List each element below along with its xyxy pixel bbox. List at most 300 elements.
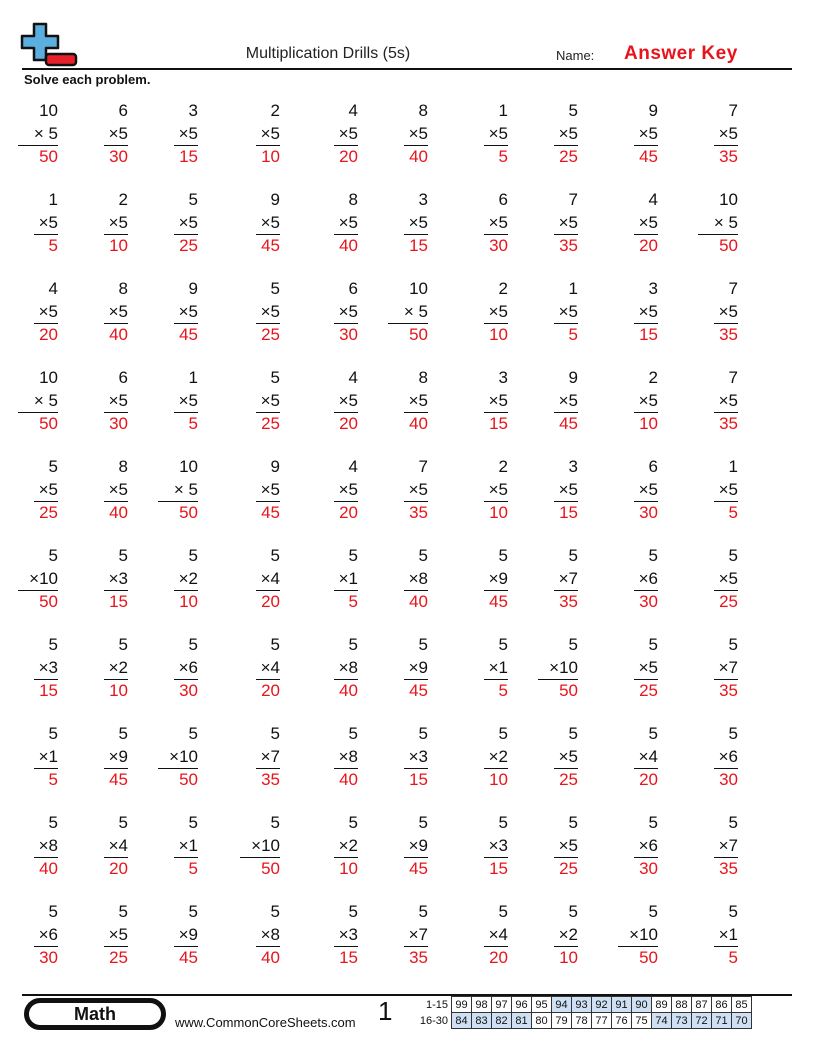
multiplier: ×5: [108, 391, 128, 410]
page-number: 1: [378, 996, 393, 1026]
multiplicand: 5: [48, 813, 58, 832]
problem: [202, 901, 280, 983]
multiplier: ×5: [38, 480, 58, 499]
multiplier: ×5: [38, 213, 58, 232]
multiplicand: 6: [118, 368, 128, 387]
problem: [350, 456, 428, 538]
site-url: www.CommonCoreSheets.com: [175, 1015, 356, 1030]
multiplier: ×5: [638, 658, 658, 677]
problem: [202, 278, 280, 360]
answer: 20: [639, 770, 658, 789]
problem: [660, 812, 738, 894]
multiplier: ×1: [38, 747, 58, 766]
answer: 5: [48, 770, 58, 789]
answer: 25: [639, 681, 658, 700]
problem: [660, 100, 738, 182]
answer: 15: [179, 147, 198, 166]
multiplicand: 3: [498, 368, 508, 387]
multiplier: ×5: [488, 302, 508, 321]
answer: 15: [489, 414, 508, 433]
multiplicand: 5: [568, 635, 578, 654]
multiplier: ×5: [108, 213, 128, 232]
score-cell: 95: [532, 997, 552, 1013]
answer: 30: [639, 503, 658, 522]
problem: [660, 189, 738, 271]
answer: 25: [559, 147, 578, 166]
problem: [430, 723, 508, 805]
multiplier: ×4: [260, 569, 280, 588]
answer-line: [404, 501, 428, 502]
multiplicand: 2: [118, 190, 128, 209]
answer: 45: [639, 147, 658, 166]
multiplicand: 6: [498, 190, 508, 209]
answer-line: [634, 679, 658, 680]
multiplier: ×5: [108, 925, 128, 944]
multiplicand: 4: [348, 457, 358, 476]
multiplier: ×5: [718, 124, 738, 143]
multiplier: ×1: [488, 658, 508, 677]
multiplier: ×7: [718, 836, 738, 855]
answer: 20: [261, 681, 280, 700]
answer: 35: [719, 859, 738, 878]
multiplicand: 4: [648, 190, 658, 209]
score-cell: 79: [552, 1013, 572, 1029]
problem: [50, 812, 128, 894]
answer-line: [634, 412, 658, 413]
problem: [430, 100, 508, 182]
multiplier: ×5: [178, 391, 198, 410]
answer: 50: [39, 592, 58, 611]
multiplier: ×4: [108, 836, 128, 855]
multiplicand: 5: [188, 813, 198, 832]
multiplicand: 4: [348, 101, 358, 120]
multiplicand: 5: [418, 546, 428, 565]
score-cell: 87: [692, 997, 712, 1013]
multiplicand: 5: [418, 724, 428, 743]
problem: [50, 634, 128, 716]
multiplicand: 5: [48, 635, 58, 654]
answer-line: [404, 679, 428, 680]
problem: [350, 367, 428, 449]
multiplier: ×5: [178, 302, 198, 321]
multiplicand: 5: [648, 813, 658, 832]
answer: 5: [728, 503, 738, 522]
answer: 50: [261, 859, 280, 878]
multiplicand: 5: [118, 902, 128, 921]
score-cell: 80: [532, 1013, 552, 1029]
multiplier: ×5: [260, 480, 280, 499]
problem: [580, 634, 658, 716]
multiplier: ×9: [408, 836, 428, 855]
answer: 10: [109, 236, 128, 255]
problem: [430, 545, 508, 627]
answer: 20: [339, 414, 358, 433]
answer-line: [714, 323, 738, 324]
answer: 45: [409, 859, 428, 878]
score-cell: 84: [452, 1013, 472, 1029]
problem: [202, 545, 280, 627]
answer: 10: [179, 592, 198, 611]
multiplier: × 5: [33, 124, 58, 143]
answer-line: [714, 145, 738, 146]
multiplier: ×5: [558, 124, 578, 143]
multiplier: ×10: [29, 569, 58, 588]
multiplicand: 7: [418, 457, 428, 476]
score-cell: 82: [492, 1013, 512, 1029]
answer: 50: [179, 770, 198, 789]
problem: [280, 456, 358, 538]
multiplier: × 5: [403, 302, 428, 321]
problem: [50, 189, 128, 271]
problem: [500, 545, 578, 627]
problem: [202, 100, 280, 182]
multiplicand: 6: [348, 279, 358, 298]
answer: 35: [719, 147, 738, 166]
multiplier: ×5: [408, 124, 428, 143]
problem: [660, 545, 738, 627]
problem: [202, 634, 280, 716]
problem: [580, 901, 658, 983]
answer-line: [404, 412, 428, 413]
answer: 25: [719, 592, 738, 611]
multiplier: ×5: [558, 302, 578, 321]
answer: 10: [639, 414, 658, 433]
answer-line: [174, 412, 198, 413]
multiplicand: 5: [568, 902, 578, 921]
multiplier: ×5: [38, 302, 58, 321]
problem: [202, 723, 280, 805]
score-row: [414, 997, 752, 1013]
answer-line: [158, 501, 198, 502]
answer: 30: [339, 325, 358, 344]
multiplicand: 8: [418, 101, 428, 120]
answer: 25: [261, 325, 280, 344]
answer: 40: [109, 325, 128, 344]
multiplier: ×5: [558, 391, 578, 410]
problem: [280, 545, 358, 627]
multiplicand: 5: [48, 724, 58, 743]
problem: [500, 901, 578, 983]
score-cell: 88: [672, 997, 692, 1013]
answer: 35: [719, 414, 738, 433]
problem: [350, 901, 428, 983]
problem: [580, 189, 658, 271]
answer: 35: [559, 592, 578, 611]
problem: [580, 545, 658, 627]
problem: [580, 456, 658, 538]
multiplier: ×5: [558, 836, 578, 855]
multiplicand: 3: [648, 279, 658, 298]
score-cell: 92: [592, 997, 612, 1013]
answer-line: [404, 768, 428, 769]
multiplier: ×5: [638, 391, 658, 410]
multiplier: ×6: [718, 747, 738, 766]
score-cell: 86: [712, 997, 732, 1013]
problem: [660, 456, 738, 538]
problem: [500, 100, 578, 182]
multiplier: ×6: [38, 925, 58, 944]
answer-line: [714, 768, 738, 769]
subject-label: Math: [29, 1003, 161, 1025]
multiplicand: 3: [568, 457, 578, 476]
score-cell: 91: [612, 997, 632, 1013]
answer: 30: [179, 681, 198, 700]
multiplicand: 5: [568, 101, 578, 120]
multiplicand: 1: [568, 279, 578, 298]
answer: 20: [639, 236, 658, 255]
problem: [280, 367, 358, 449]
multiplier: ×5: [558, 747, 578, 766]
multiplicand: 5: [728, 546, 738, 565]
multiplier: ×5: [718, 480, 738, 499]
multiplier: ×2: [488, 747, 508, 766]
problem: [50, 100, 128, 182]
problem: [120, 100, 198, 182]
answer: 40: [339, 681, 358, 700]
multiplicand: 5: [568, 724, 578, 743]
problem: [280, 278, 358, 360]
multiplicand: 5: [728, 813, 738, 832]
answer: 25: [39, 503, 58, 522]
answer: 15: [559, 503, 578, 522]
multiplicand: 10: [719, 190, 738, 209]
problem: [50, 723, 128, 805]
problem: [660, 901, 738, 983]
problem: [50, 901, 128, 983]
multiplier: ×3: [488, 836, 508, 855]
problem: [430, 189, 508, 271]
answer: 30: [639, 859, 658, 878]
multiplicand: 2: [498, 279, 508, 298]
multiplicand: 9: [648, 101, 658, 120]
answer: 20: [339, 147, 358, 166]
problem: [50, 545, 128, 627]
answer: 20: [39, 325, 58, 344]
problem: [120, 723, 198, 805]
multiplier: ×8: [338, 658, 358, 677]
score-cell: 76: [612, 1013, 632, 1029]
answer: 40: [339, 770, 358, 789]
name-label: Name:: [556, 48, 595, 63]
problem: [350, 189, 428, 271]
multiplicand: 7: [728, 279, 738, 298]
page-title: Multiplication Drills (5s): [245, 45, 411, 62]
answer: 10: [489, 325, 508, 344]
multiplicand: 5: [418, 635, 428, 654]
score-table: [414, 996, 752, 1029]
score-cell: 97: [492, 997, 512, 1013]
score-cell: 74: [652, 1013, 672, 1029]
multiplicand: 5: [498, 813, 508, 832]
answer: 25: [179, 236, 198, 255]
answer-line: [714, 679, 738, 680]
problem: [500, 634, 578, 716]
multiplicand: 10: [39, 101, 58, 120]
multiplier: ×9: [178, 925, 198, 944]
multiplier: ×10: [169, 747, 198, 766]
problem: [430, 278, 508, 360]
answer: 20: [339, 503, 358, 522]
score-range: 16-30: [419, 1014, 448, 1027]
multiplier: ×6: [638, 836, 658, 855]
answer-line: [174, 590, 198, 591]
answer: 50: [559, 681, 578, 700]
problem: [120, 278, 198, 360]
answer: 40: [409, 414, 428, 433]
answer: 25: [109, 948, 128, 967]
score-cell: 70: [732, 1013, 752, 1029]
multiplicand: 1: [498, 101, 508, 120]
multiplicand: 10: [409, 279, 428, 298]
multiplier: ×7: [718, 658, 738, 677]
multiplicand: 9: [188, 279, 198, 298]
multiplicand: 8: [418, 368, 428, 387]
answer: 40: [109, 503, 128, 522]
answer-line: [538, 679, 578, 680]
answer-line: [256, 412, 280, 413]
multiplier: ×5: [488, 480, 508, 499]
multiplier: ×5: [408, 213, 428, 232]
problem: [202, 812, 280, 894]
problem: [350, 278, 428, 360]
answer-line: [554, 412, 578, 413]
answer: 45: [489, 592, 508, 611]
problem: [580, 723, 658, 805]
multiplicand: 5: [118, 724, 128, 743]
problem: [202, 189, 280, 271]
multiplicand: 2: [270, 101, 280, 120]
answer: 5: [188, 859, 198, 878]
problem: [50, 456, 128, 538]
answer: 30: [639, 592, 658, 611]
multiplicand: 5: [270, 546, 280, 565]
problem: [120, 367, 198, 449]
answer: 10: [339, 859, 358, 878]
multiplicand: 1: [188, 368, 198, 387]
answer-line: [634, 590, 658, 591]
score-cell: 83: [472, 1013, 492, 1029]
multiplicand: 5: [418, 902, 428, 921]
multiplier: ×5: [638, 124, 658, 143]
answer: 45: [559, 414, 578, 433]
answer-line: [554, 590, 578, 591]
problem: [430, 456, 508, 538]
answer-line: [404, 590, 428, 591]
answer: 40: [409, 592, 428, 611]
multiplicand: 5: [270, 902, 280, 921]
answer-line: [174, 946, 198, 947]
multiplicand: 5: [348, 635, 358, 654]
answer: 15: [489, 859, 508, 878]
answer-line: [714, 946, 738, 947]
answer: 35: [409, 948, 428, 967]
multiplier: ×5: [488, 213, 508, 232]
answer: 40: [39, 859, 58, 878]
answer-line: [256, 768, 280, 769]
problem: [430, 634, 508, 716]
problem: [500, 367, 578, 449]
multiplicand: 5: [48, 457, 58, 476]
multiplicand: 5: [648, 724, 658, 743]
multiplicand: 2: [498, 457, 508, 476]
multiplicand: 5: [270, 368, 280, 387]
problem: [580, 278, 658, 360]
multiplicand: 2: [648, 368, 658, 387]
multiplier: ×9: [108, 747, 128, 766]
multiplier: ×5: [260, 124, 280, 143]
multiplier: ×5: [108, 302, 128, 321]
answer: 5: [728, 948, 738, 967]
answer: 50: [179, 503, 198, 522]
multiplier: ×8: [408, 569, 428, 588]
multiplier: ×5: [260, 213, 280, 232]
multiplier: ×2: [108, 658, 128, 677]
multiplier: ×5: [638, 302, 658, 321]
multiplicand: 5: [270, 724, 280, 743]
multiplicand: 7: [728, 101, 738, 120]
answer-line: [256, 323, 280, 324]
answer: 35: [719, 681, 738, 700]
answer: 15: [409, 770, 428, 789]
answer-line: [714, 501, 738, 502]
answer-key-text: Answer Key: [624, 43, 738, 64]
answer-line: [714, 412, 738, 413]
multiplicand: 5: [498, 724, 508, 743]
answer: 25: [261, 414, 280, 433]
problem: [280, 812, 358, 894]
problem: [660, 723, 738, 805]
multiplier: ×5: [338, 213, 358, 232]
answer-line: [256, 590, 280, 591]
problem: [660, 278, 738, 360]
multiplicand: 5: [188, 724, 198, 743]
score-cell: 75: [632, 1013, 652, 1029]
answer-line: [404, 857, 428, 858]
multiplicand: 5: [648, 635, 658, 654]
problem: [430, 901, 508, 983]
problem: [500, 189, 578, 271]
answer: 25: [559, 770, 578, 789]
answer: 20: [489, 948, 508, 967]
answer-line: [554, 857, 578, 858]
problem: [430, 812, 508, 894]
answer: 10: [559, 948, 578, 967]
multiplier: ×1: [178, 836, 198, 855]
problem: [120, 634, 198, 716]
problem: [280, 634, 358, 716]
answer: 25: [559, 859, 578, 878]
multiplicand: 5: [270, 635, 280, 654]
answer-line: [714, 857, 738, 858]
problem: [500, 723, 578, 805]
answer-line: [698, 234, 738, 235]
multiplier: ×2: [178, 569, 198, 588]
multiplier: ×4: [638, 747, 658, 766]
multiplicand: 5: [498, 635, 508, 654]
multiplier: ×5: [718, 569, 738, 588]
answer-line: [256, 501, 280, 502]
score-cell: 94: [552, 997, 572, 1013]
multiplier: ×5: [178, 124, 198, 143]
multiplicand: 6: [118, 101, 128, 120]
answer-line: [714, 590, 738, 591]
answer: 45: [179, 948, 198, 967]
multiplicand: 10: [179, 457, 198, 476]
multiplicand: 5: [648, 546, 658, 565]
answer: 15: [409, 236, 428, 255]
problem: [350, 100, 428, 182]
multiplicand: 5: [118, 813, 128, 832]
